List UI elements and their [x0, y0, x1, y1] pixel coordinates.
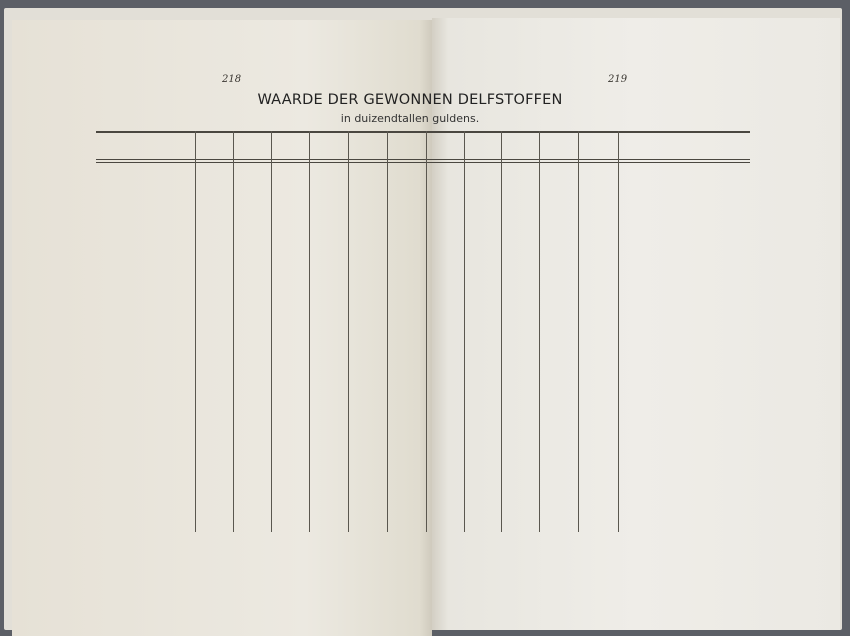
column-header	[539, 132, 578, 160]
column-rule	[426, 131, 427, 532]
column-rule	[233, 131, 234, 532]
column-header	[464, 132, 501, 160]
page-number-left: 218	[222, 74, 242, 85]
page-number-right: 219	[608, 74, 628, 85]
column-rule	[501, 131, 502, 532]
column-rule	[618, 131, 619, 532]
column-header	[271, 132, 309, 160]
column-header	[348, 132, 387, 160]
column-rule	[195, 131, 196, 532]
column-header	[618, 132, 750, 160]
column-rule	[539, 131, 540, 532]
right-page	[432, 18, 840, 630]
column-header	[309, 132, 348, 160]
column-header	[195, 132, 233, 160]
column-rule	[271, 131, 272, 532]
column-header	[501, 132, 539, 160]
column-header	[578, 132, 618, 160]
column-header	[426, 132, 464, 160]
column-rule	[578, 131, 579, 532]
column-header	[233, 132, 271, 160]
page-subtitle: in duizendtallen guldens.	[340, 112, 480, 125]
column-rule	[387, 131, 388, 532]
column-rule	[309, 131, 310, 532]
column-header	[387, 132, 426, 160]
page-title: WAARDE DER GEWONNEN DELFSTOFFEN	[257, 92, 563, 108]
column-rule	[348, 131, 349, 532]
column-rule	[464, 131, 465, 532]
